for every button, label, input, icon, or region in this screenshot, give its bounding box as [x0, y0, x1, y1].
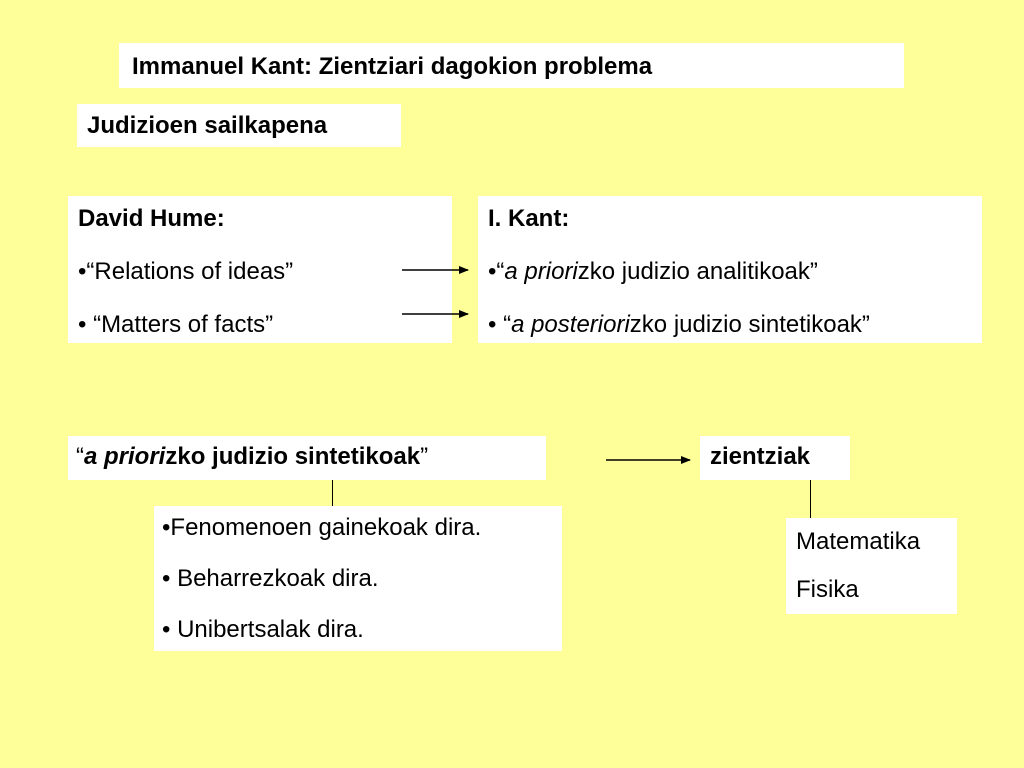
property-universal: • Unibertsalak dira.: [162, 616, 364, 643]
connector-line-properties: [332, 480, 333, 506]
sciences-box: zientziak: [700, 436, 850, 480]
hume-item-relations: •“Relations of ideas”: [78, 258, 294, 285]
property-necessary: • Beharrezkoak dira.: [162, 565, 379, 592]
example-matematika: Matematika: [796, 528, 921, 555]
kant-item-synthetic: • “a posteriorizko judizio sintetikoak”: [488, 311, 870, 338]
hume-box: [68, 196, 452, 343]
subtitle: Judizioen sailkapena: [77, 104, 401, 147]
example-fisika: Fisika: [796, 576, 859, 603]
connector-line-examples: [810, 480, 811, 518]
properties-box: [154, 506, 562, 651]
page-title: Immanuel Kant: Zientziari dagokion problema: [119, 43, 904, 88]
examples-box: [786, 518, 957, 614]
kant-heading: I. Kant:: [488, 205, 570, 232]
kant-item-analytic: •“a priorizko judizio analitikoak”: [488, 258, 818, 285]
hume-item-matters: • “Matters of facts”: [78, 311, 274, 338]
kant-box: [478, 196, 982, 343]
property-phenomena: •Fenomenoen gainekoak dira.: [162, 514, 482, 541]
hume-heading: David Hume:: [78, 205, 225, 232]
a-priori-synthetic-box: “a priorizko judizio sintetikoak”: [68, 436, 546, 480]
